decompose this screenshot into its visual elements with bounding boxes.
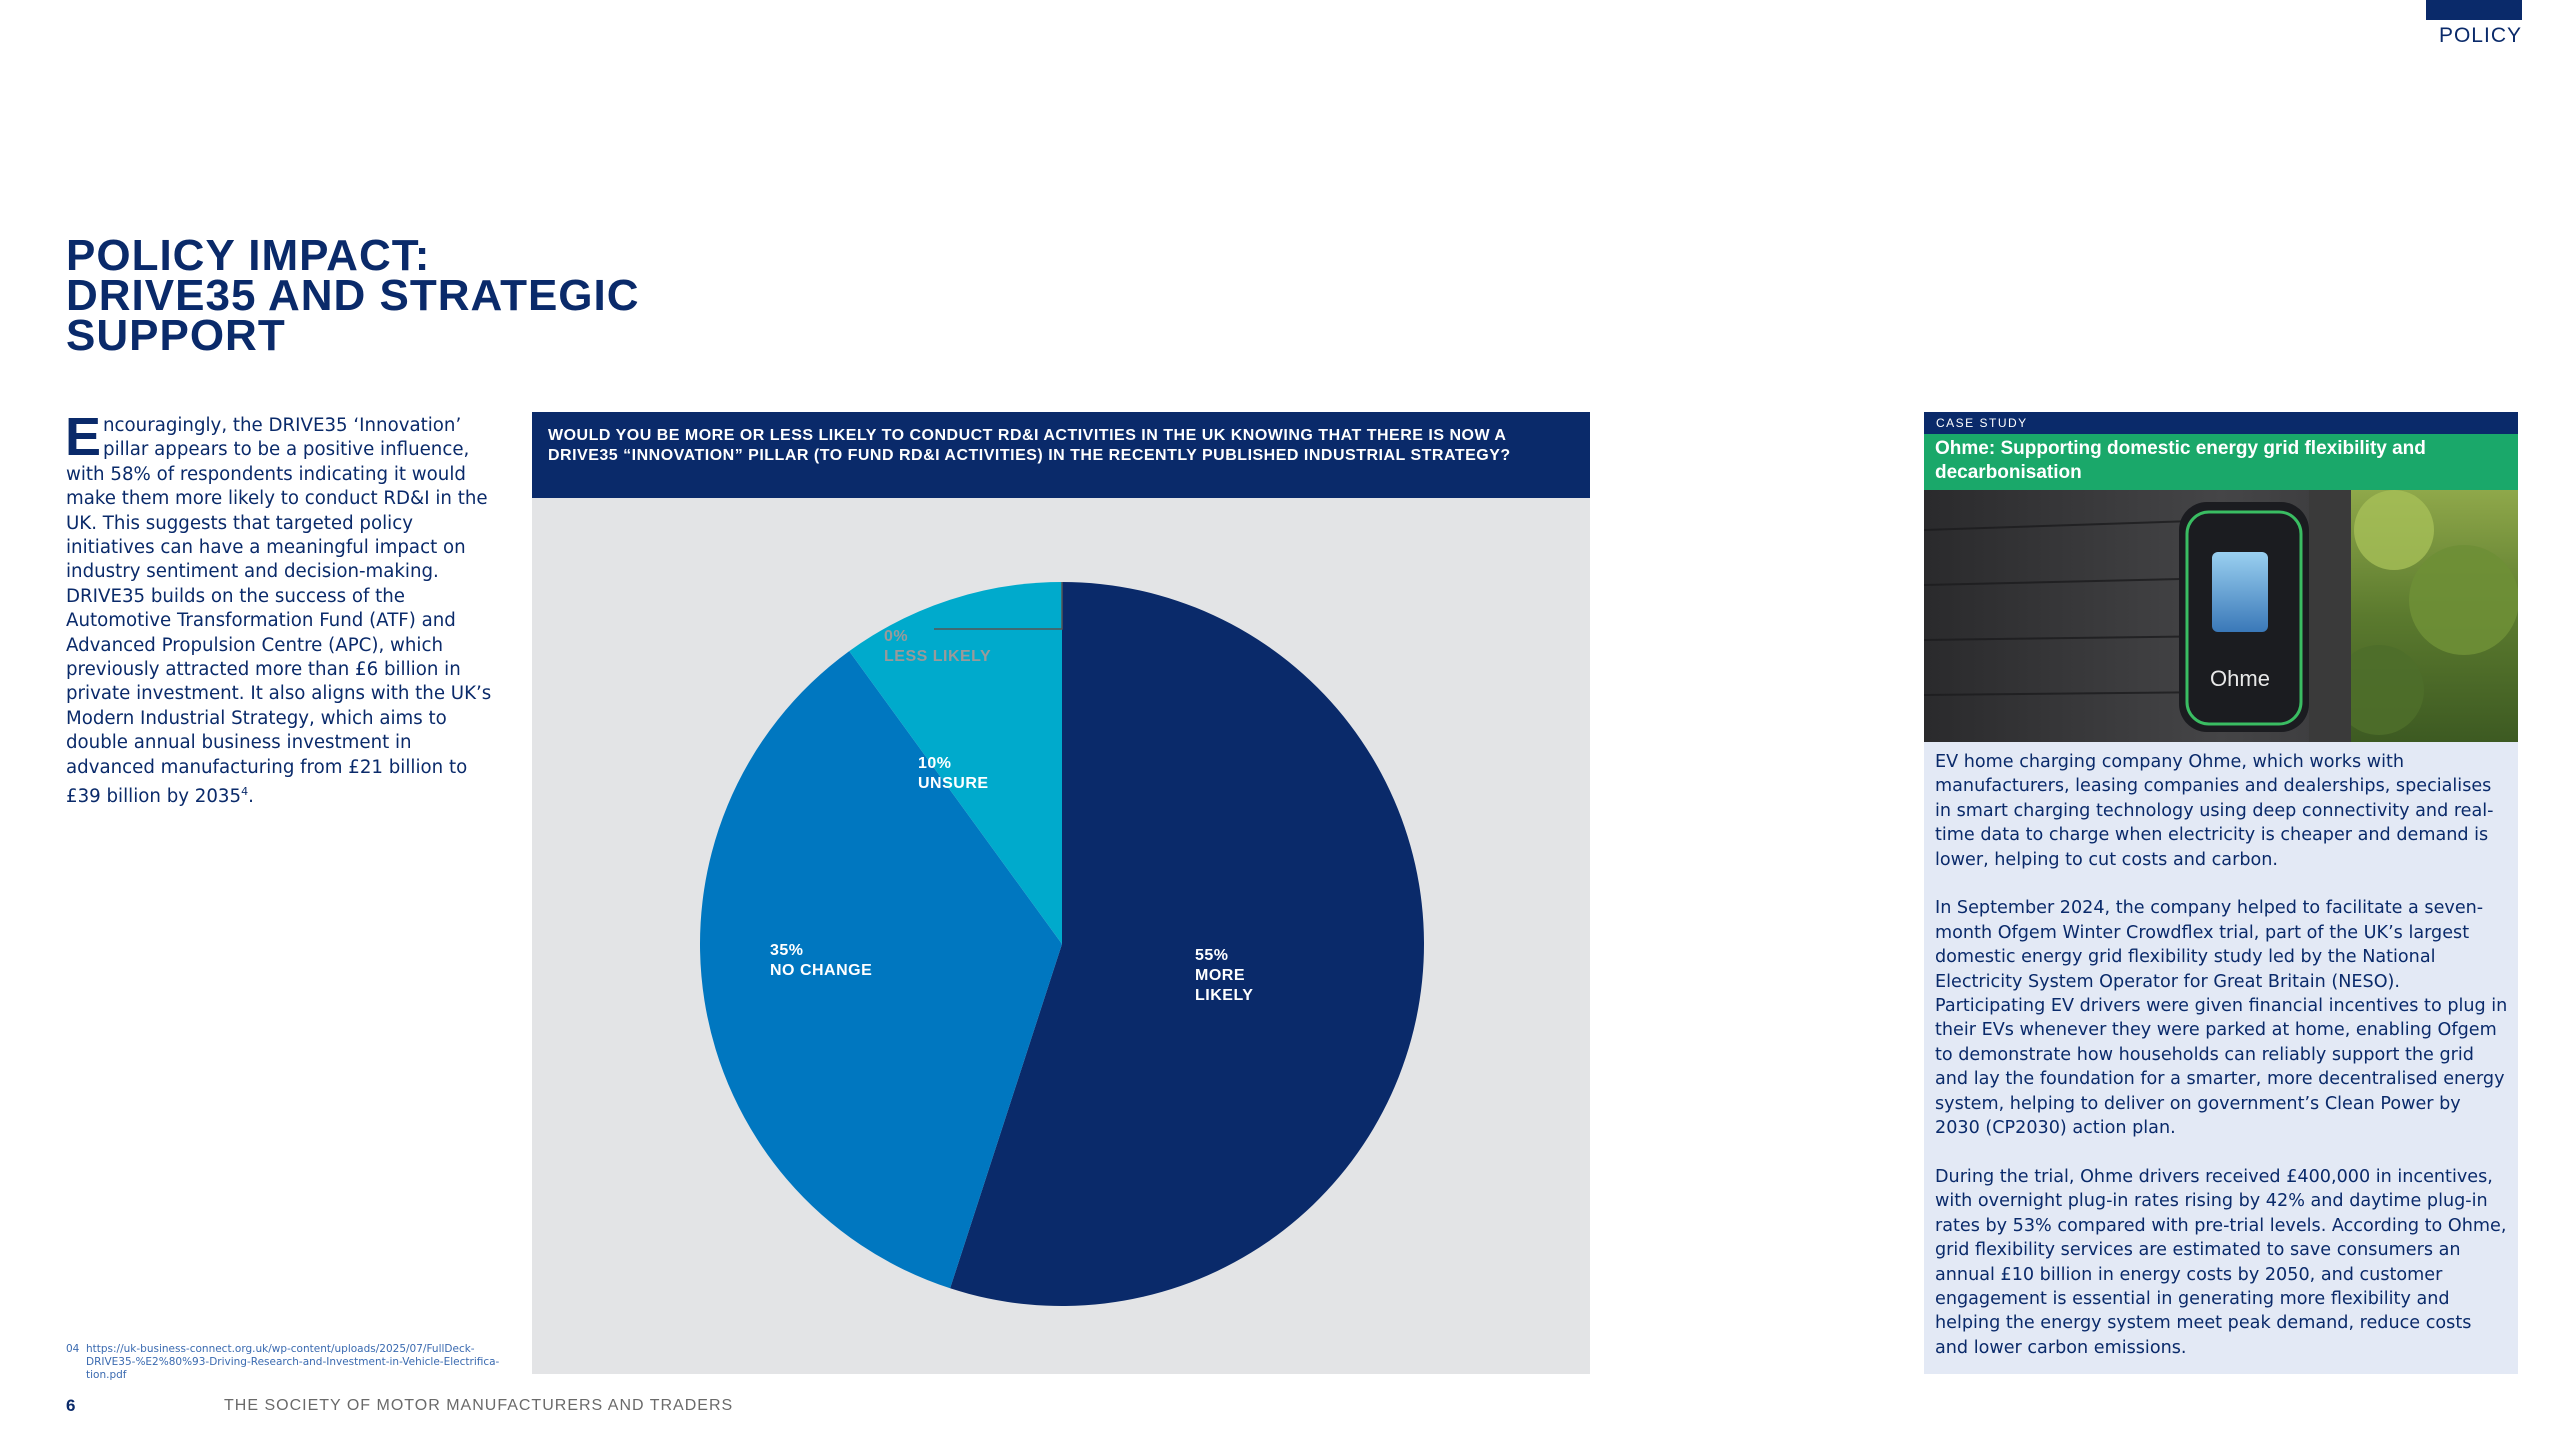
footnote-link[interactable]: https://uk-business-connect.org.uk/wp-content/uploads/2025/07/FullDeck-DRIVE35-%E2%80%93-Driving-Research-and-Investment-in-Vehicle-Electrifica-tion.pdf	[86, 1343, 500, 1381]
case-study-label: CASE STUDY	[1924, 412, 2518, 434]
intro-paragraph	[65, 407, 502, 810]
pie-label-no-change: 35% NO CHANGE	[770, 942, 873, 979]
case-study-title: Ohme: Supporting domestic energy grid flexibility and decarbonisation	[1924, 434, 2518, 490]
page-title-line: DRIVE35 AND STRATEGIC	[66, 271, 640, 320]
drop-cap: E	[65, 407, 102, 467]
case-study-panel	[1924, 412, 2518, 1374]
page-number: 6	[66, 1396, 76, 1415]
footnote-reference[interactable]: 4	[241, 785, 249, 799]
pie-chart	[532, 498, 1590, 1374]
page-title-line: SUPPORT	[66, 311, 286, 360]
page-title	[66, 231, 966, 360]
page-title-line: POLICY IMPACT:	[66, 231, 431, 280]
pie-label-unsure: 10% UNSURE	[918, 755, 989, 792]
charger-logo-text: Ohme	[2210, 666, 2270, 691]
case-study-paragraph: During the trial, Ohme drivers received £400,000 in incentives, with overnight plug-in rates rising by 42% and daytime plug-in rates by 53% compared with pre-trial levels. According to Ohme, grid flexibility services are estimated to save consumers an annual £10 billion in energy costs by 2050, and customer engagement is essential in generating more flexibility and helping the energy system meet peak demand, reduce costs and lower carbon emissions.	[1935, 1166, 2507, 1358]
ohme-charger-photo	[1924, 490, 2518, 742]
pie-label-less-likely: 0% LESS LIKELY	[884, 628, 992, 665]
section-tag-bar	[2426, 0, 2522, 20]
footnote	[66, 1343, 506, 1382]
chart-panel	[532, 412, 1590, 1374]
footnote-number: 04	[66, 1343, 80, 1355]
pie-label-more-likely: 55% MORE LIKELY	[1195, 947, 1254, 1004]
chart-title: WOULD YOU BE MORE OR LESS LIKELY TO CONDUCT RD&I ACTIVITIES IN THE UK KNOWING THAT THERE IS NOW A DRIVE35 “INNOVATION” PILLAR (TO FUND RD&I ACTIVITIES) IN THE RECENTLY PUBLISHED INDUSTRIAL STRATEGY?	[532, 412, 1590, 498]
section-tag: POLICY	[2438, 24, 2522, 47]
case-study-paragraph: EV home charging company Ohme, which works with manufacturers, leasing companies and dealerships, specialises in smart charging technology using deep connectivity and real-time data to charge when electricity is cheaper and demand is lower, helping to cut costs and carbon.	[1935, 752, 2494, 870]
intro-end: .	[248, 786, 254, 808]
case-study-paragraph: In September 2024, the company helped to facilitate a seven-month Ofgem Winter Crowdflex trial, part of the UK’s largest domestic energy grid flexibility study led by the National Electricity System Operator for Great Britain (NESO). Participating EV drivers were given financial incentives to plug in their EVs whenever they were parked at home, enabling Ofgem to demonstrate how households can reliably support the grid and lay the foundation for a smarter, more decentralised energy system, helping to deliver on government’s Clean Power by 2030 (CP2030) action plan.	[1935, 898, 2508, 1139]
case-study-body	[1935, 750, 2509, 1385]
intro-text: ncouragingly, the DRIVE35 ‘Innovation’ pillar appears to be a positive influence, with 58% of respondents indicating it would make them more likely to conduct RD&I in the UK. This suggests that targeted policy initiatives can have a meaningful impact on industry sentiment and decision-making. DRIVE35 builds on the success of the Automotive Transformation Fund (ATF) and Advanced Propulsion Centre (APC), which previously attracted more than £6 billion in private investment. It also aligns with the UK’s Modern Industrial Strategy, which aims to double annual business investment in advanced manufacturing from £21 billion to £39 billion by 2035	[66, 415, 492, 808]
publisher-name: THE SOCIETY OF MOTOR MANUFACTURERS AND TRADERS	[224, 1397, 734, 1414]
